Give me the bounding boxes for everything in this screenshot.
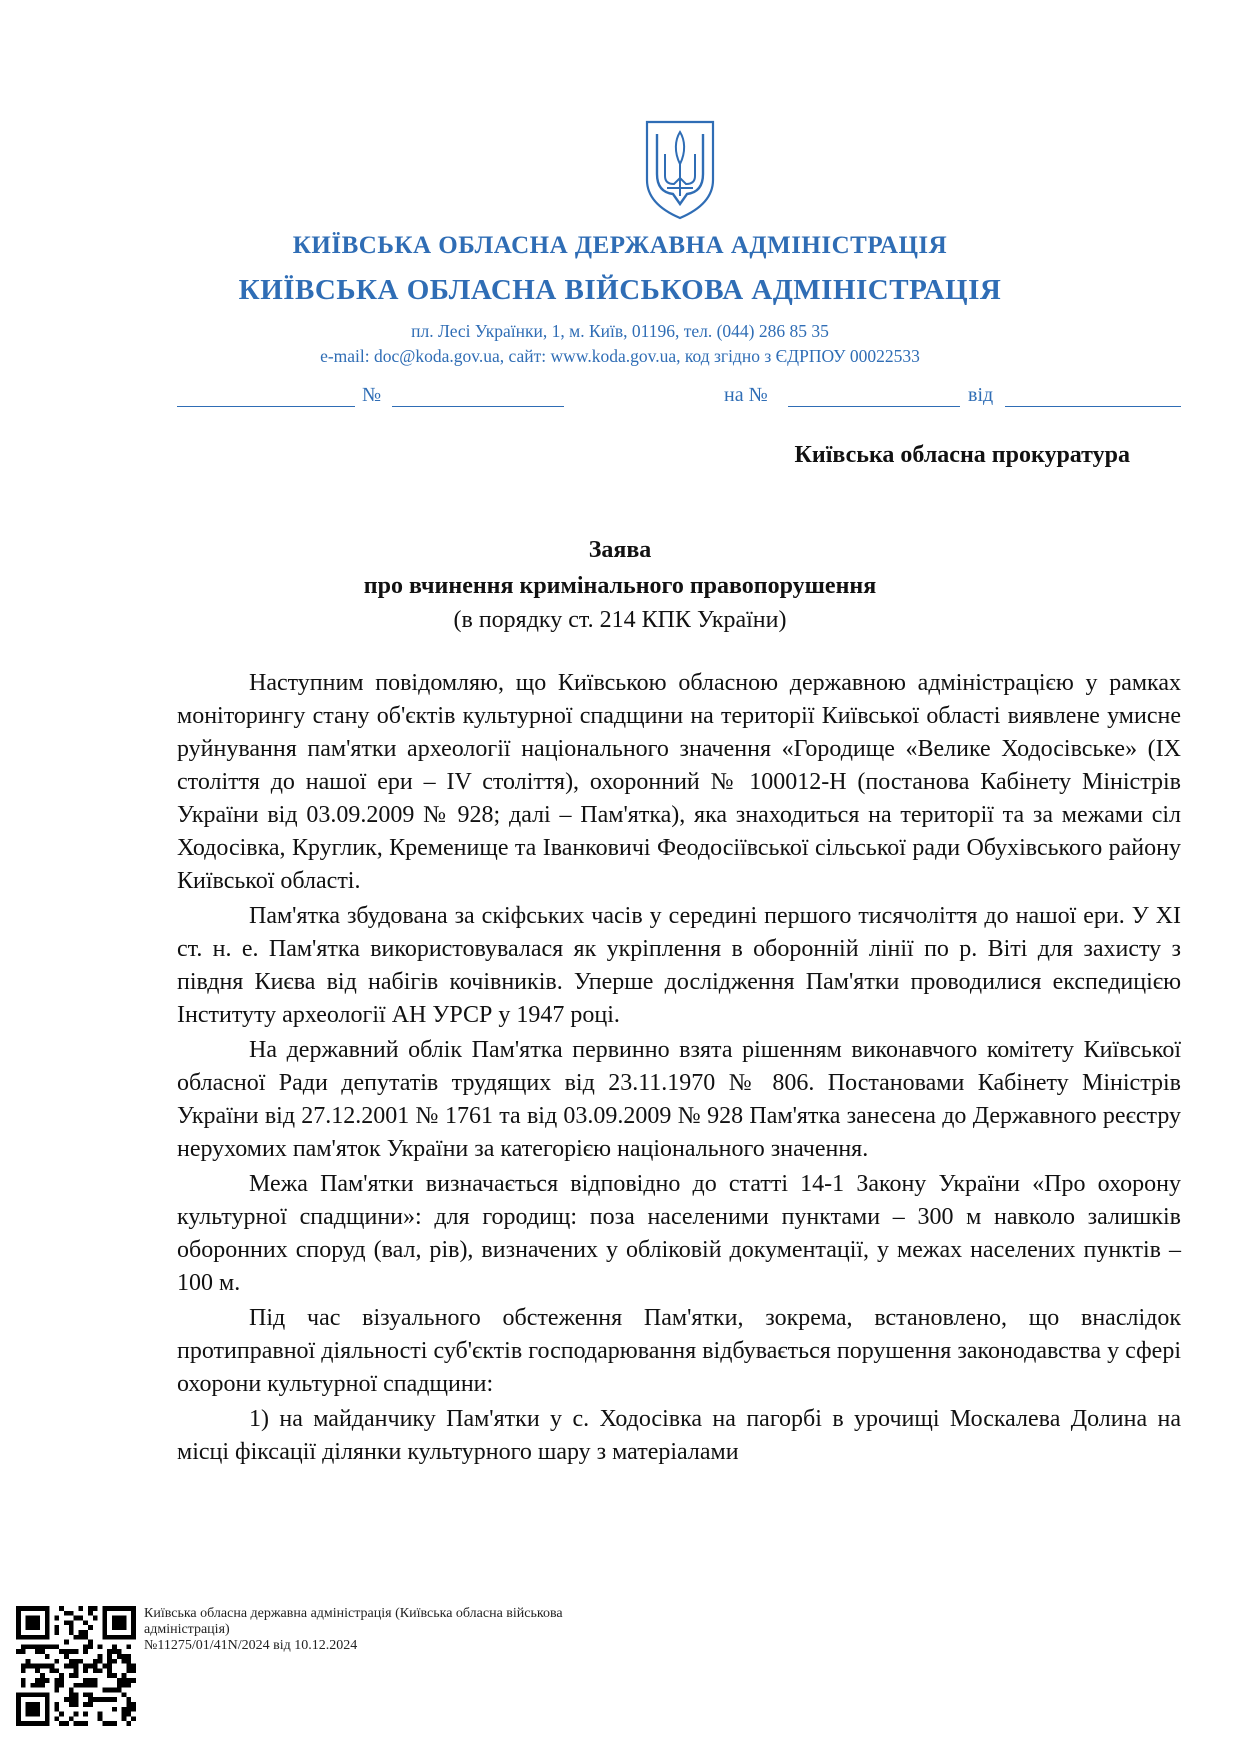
reg-number-label: № xyxy=(362,384,382,406)
document-legal-basis: (в порядку ст. 214 КПК України) xyxy=(453,607,787,633)
document-subtitle: про вчинення кримінального правопорушення xyxy=(363,573,877,599)
org-contacts: e-mail: doc@koda.gov.ua, сайт: www.koda.gov.ua, код згідно з ЄДРПОУ 00022533 xyxy=(320,346,920,366)
body-paragraph: Наступним повідомляю, що Київською обласною державною адміністрацією у рамках моніторингу стану об'єктів культурної спадщини на території Київської області виявлене умисне руйнування пам'ятки археології національного значення «Городище «Велике Ходосівське» (ІХ століття до нашої ери – IV століття), охоронний № 100012-Н (постанова Кабінету Міністрів України від 03.09.2009 № 928; далі – Пам'ятка), яка знаходиться на території та за межами сіл Ходосівка, Круглик, Кременище та Іванковичі Феодосіївської сільської ради Обухівського району Київської області. xyxy=(177,670,1181,894)
reply-date-label: від xyxy=(968,384,994,406)
reg-date-blank xyxy=(177,384,355,407)
trident-emblem-icon xyxy=(643,118,717,222)
document-title: Заява xyxy=(588,537,652,563)
body-paragraph: Під час візуального обстеження Пам'ятки, зокрема, встановлено, що внаслідок протиправної діяльності суб'єктів господарювання відбувається порушення законодавства у сфері охорони культурної спадщини: xyxy=(177,1305,1181,1397)
body-paragraph: 1) на майданчику Пам'ятки у с. Ходосівка на пагорбі в урочищі Москалева Долина на місці фіксації ділянки культурного шару з матеріалами xyxy=(177,1406,1181,1465)
body-paragraph: Пам'ятка збудована за скіфських часів у середині першого тисячоліття до нашої ери. У ХІ ст. н. е. Пам'ятка використовувалася як укріплення в оборонній лінії по р. Віті для захисту з півдня Києва від набігів кочівників. Уперше дослідження Пам'ятки проводилися експедицією Інституту археології АН УРСР у 1947 році. xyxy=(177,903,1181,1028)
reply-number-label: на № xyxy=(724,384,768,406)
org-title-line2: КИЇВСЬКА ОБЛАСНА ВІЙСЬКОВА АДМІНІСТРАЦІЯ xyxy=(238,274,1002,306)
body-paragraph: Межа Пам'ятки визначається відповідно до статті 14-1 Закону України «Про охорону культурної спадщини»: для городищ: поза населеними пунктами – 300 м навколо залишків оборонних споруд (вал, рів), визначених у обліковій документації, у межах населених пунктів – 100 м. xyxy=(177,1171,1181,1296)
recipient: Київська обласна прокуратура xyxy=(794,442,1130,468)
org-title-line1: КИЇВСЬКА ОБЛАСНА ДЕРЖАВНА АДМІНІСТРАЦІЯ xyxy=(292,232,948,259)
stamp-registration: №11275/01/41N/2024 від 10.12.2024 xyxy=(144,1638,358,1653)
qr-code-icon xyxy=(16,1606,136,1726)
reply-number-blank xyxy=(788,384,960,407)
org-address: пл. Лесі Українки, 1, м. Київ, 01196, тел. (044) 286 85 35 xyxy=(411,321,829,341)
e-signature-stamp xyxy=(144,1606,564,1654)
stamp-organization: Київська обласна державна адміністрація (Київська обласна військова адміністрація) xyxy=(144,1606,563,1637)
document-body xyxy=(177,667,1181,1471)
reg-number-blank xyxy=(392,384,564,407)
body-paragraph: На державний облік Пам'ятка первинно взята рішенням виконавчого комітету Київської обласної Ради депутатів трудящих від 23.11.1970 № 806. Постановами Кабінету Міністрів України від 27.12.2001 № 1761 та від 03.09.2009 № 928 Пам'ятка занесена до Державного реєстру нерухомих пам'яток України за категорією національного значення. xyxy=(177,1037,1181,1162)
reply-date-blank xyxy=(1005,384,1181,407)
